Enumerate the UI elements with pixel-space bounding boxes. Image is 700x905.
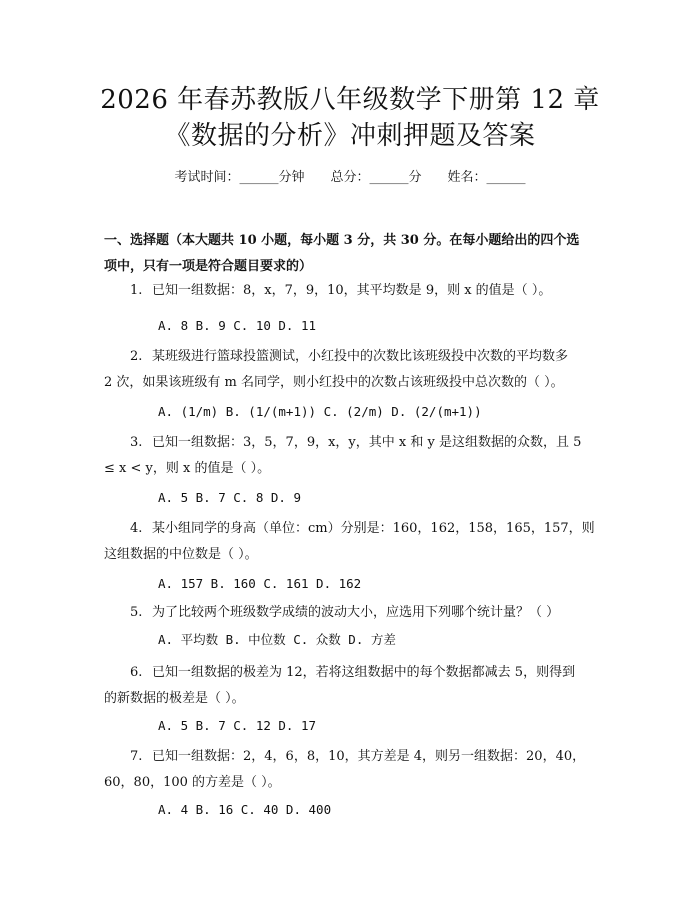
page-title-line2: 《数据的分析》冲刺押题及答案 [164,121,536,151]
question-2-options: A. (1/m) B. (1/(m+1)) C. (2/m) D. (2/(m+1)) [158,404,482,419]
question-text: 已知一组数据：2，4，6，8，10，其方差是 4，则另一组数据：20，40， [152,749,586,764]
question-5 [104,600,604,626]
question-number: 4. [130,521,143,536]
section-heading-line2: 项中，只有一项是符合题目要求的） [104,259,313,274]
question-text-cont: 60，80，100 的方差是（ ）。 [104,775,281,790]
question-text: 某小组同学的身高（单位：cm）分别是：160，162，158，165，157，则 [152,521,595,536]
question-text: 已知一组数据的极差为 12，若将这组数据中的每个数据都减去 5，则得到 [152,665,576,680]
question-number: 7. [130,749,143,764]
total-score-field: 总分：______分 [330,170,422,185]
question-4-options: A. 157 B. 160 C. 161 D. 162 [158,576,362,591]
question-3 [104,430,604,482]
student-name-field: 姓名：______ [447,170,526,185]
exam-info-row [0,168,700,188]
question-number: 6. [130,665,143,680]
question-number: 3. [130,435,143,450]
question-text: 已知一组数据：3，5，7，9，x，y，其中 x 和 y 是这组数据的众数，且 5 [152,435,582,450]
question-number: 5. [130,605,143,620]
question-text-cont: 的新数据的极差是（ ）。 [104,691,245,706]
question-5-options: A. 平均数 B. 中位数 C. 众数 D. 方差 [158,632,396,647]
section-heading [104,228,604,280]
question-7 [104,744,604,796]
question-4 [104,516,604,568]
question-6 [104,660,604,712]
question-text-cont: 这组数据的中位数是（ ）。 [104,547,258,562]
question-text: 某班级进行篮球投篮测试，小红投中的次数比该班级投中次数的平均数多 [152,349,569,364]
question-2 [104,344,604,396]
question-1 [104,278,604,304]
question-3-options: A. 5 B. 7 C. 8 D. 9 [158,490,301,505]
page-title-line1: 2026 年春苏教版八年级数学下册第 12 章 [100,85,600,115]
question-text: 为了比较两个班级数学成绩的波动大小，应选用下列哪个统计量？（ ） [152,605,560,620]
question-text-cont: ≤ x < y，则 x 的值是（ ）。 [104,461,271,476]
question-text-cont: 2 次，如果该班级有 m 名同学，则小红投中的次数占该班级投中总次数的（ ）。 [104,375,564,390]
question-6-options: A. 5 B. 7 C. 12 D. 17 [158,718,317,733]
question-number: 2. [130,349,143,364]
question-1-options: A. 8 B. 9 C. 10 D. 11 [158,318,317,333]
question-number: 1. [130,283,143,298]
question-text: 已知一组数据：8，x，7，9，10，其平均数是 9，则 x 的值是（ ）。 [152,283,552,298]
question-7-options: A. 4 B. 16 C. 40 D. 400 [158,802,332,817]
exam-time-field: 考试时间：______分钟 [174,170,305,185]
section-heading-line1: 一、选择题（本大题共 10 小题，每小题 3 分，共 30 分。在每小题给出的四个选 [104,233,580,248]
